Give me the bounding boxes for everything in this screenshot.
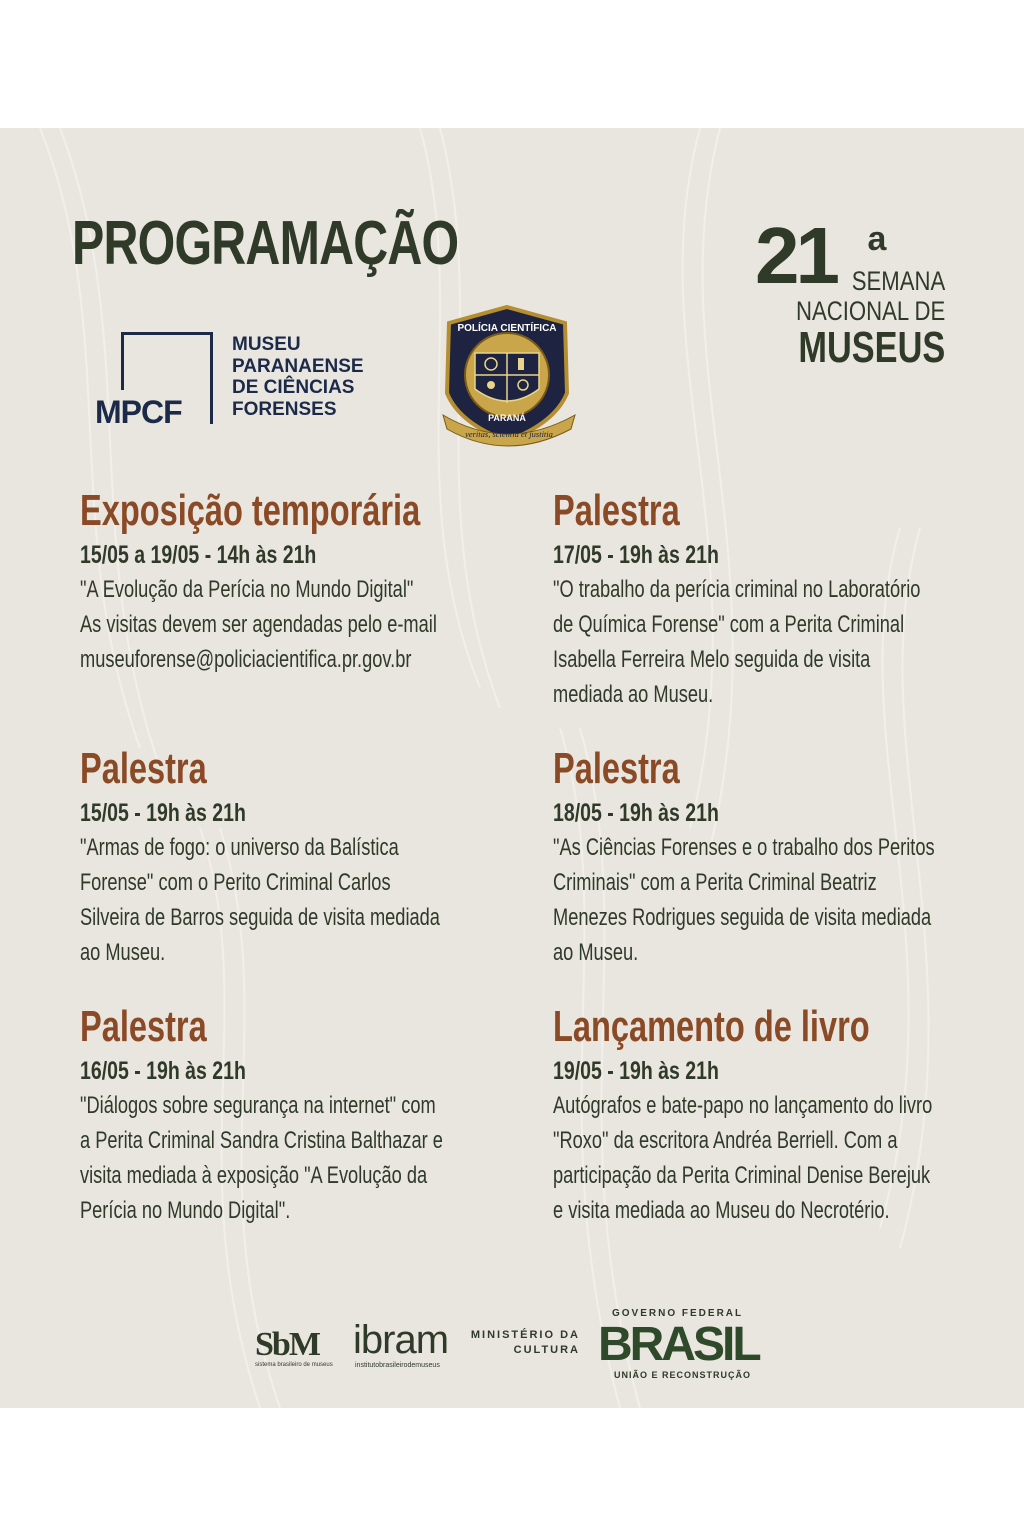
event-description-line: visita mediada à exposição "A Evolução da [80,1162,428,1189]
event-date: 18/05 - 19h às 21h [553,799,719,827]
event-description-line: "O trabalho da perícia criminal no Laboratório [553,576,921,603]
event-description-line: Forense" com o Perito Criminal Carlos [80,869,391,896]
event-description-line: Autógrafos e bate-papo no lançamento do livro [553,1092,933,1119]
event-card [553,486,973,712]
mpcf-name-line: PARANAENSE [232,355,364,377]
ministerio-cultura-logo [468,1328,580,1358]
event-title: Palestra [553,486,680,535]
event-title: Exposição temporária [80,486,421,535]
mpcf-name-line: DE CIÊNCIAS [232,377,355,398]
event-description-line: Criminais" com a Perita Criminal Beatriz [553,869,877,896]
event-description-line: Silveira de Barros seguida de visita mediada [80,904,440,931]
event-description [553,572,973,712]
governo-federal-label: GOVERNO FEDERAL [612,1308,744,1319]
event-description [553,830,973,970]
mpcf-logo-frame-left [121,332,124,390]
event-description-line: "Roxo" da escritora Andréa Berriell. Com a [553,1127,898,1154]
policia-cientifica-badge [435,303,580,453]
event-description [553,1088,973,1228]
event-card [80,486,500,677]
sbm-subtitle: sistema brasileiro de museus [255,1362,333,1368]
event-description-line: ao Museu. [80,939,166,966]
snm-edition: 21 [755,211,836,300]
uniao-reconstrucao-label: UNIÃO E RECONSTRUÇÃO [614,1370,752,1380]
event-card [553,1002,973,1228]
event-description-line: "Diálogos sobre segurança na internet" com [80,1092,436,1119]
page-title: PROGRAMAÇÃO [72,209,459,278]
snm-line3: MUSEUS [798,323,945,372]
event-description [80,830,500,970]
ibram-subtitle: institutobrasileirodemuseus [355,1362,440,1369]
mpcf-logo [95,328,395,438]
event-date: 15/05 a 19/05 - 14h às 21h [80,541,317,569]
event-card [80,744,500,970]
event-description-line: Perícia no Mundo Digital". [80,1197,291,1224]
event-date: 17/05 - 19h às 21h [553,541,719,569]
event-date: 19/05 - 19h às 21h [553,1057,719,1085]
event-title: Palestra [80,1002,207,1051]
event-date: 15/05 - 19h às 21h [80,799,246,827]
event-description-line: mediada ao Museu. [553,681,714,708]
snm-ordinal-a [855,222,899,254]
event-description-line: Menezes Rodrigues seguida de visita mediada [553,904,932,931]
poster [0,128,1024,1408]
event-title: Palestra [553,744,680,793]
event-description-line: "A Evolução da Perícia no Mundo Digital" [80,576,414,603]
brasil-logo: BRASIL [598,1318,759,1371]
event-description-line: de Química Forense" com a Perita Criminal [553,611,905,638]
snm-line1: SEMANA [851,266,945,296]
snm-edition-suffix: a [867,222,887,254]
mpcf-name-line: MUSEU [232,334,301,355]
badge-top-text: POLÍCIA CIENTÍFICA [457,323,557,334]
mpcf-name-line: FORENSES [232,398,337,420]
mpcf-name [232,334,402,420]
event-title: Palestra [80,744,207,793]
sbm-logo: SbM [255,1326,319,1363]
badge-state: PARANÁ [488,413,526,423]
semana-nacional-museus-logo [755,211,955,372]
event-description-line: "Armas de fogo: o universo da Balística [80,834,399,861]
event-description [80,572,500,677]
event-description-line: "As Ciências Forenses e o trabalho dos Peritos [553,834,935,861]
event-card [80,1002,500,1228]
event-date: 16/05 - 19h às 21h [80,1057,246,1085]
event-title: Lançamento de livro [553,1002,870,1051]
event-description-line: Isabella Ferreira Melo seguida de visita [553,646,871,673]
event-description-line: e visita mediada ao Museu do Necrotério. [553,1197,890,1224]
event-card [553,744,973,970]
ministerio-line1: MINISTÉRIO DA [470,1329,580,1341]
snm-line2: NACIONAL DE [795,296,945,326]
sponsor-footer [0,1300,1024,1400]
ibram-logo: ibram [353,1318,449,1362]
event-description-line: a Perita Criminal Sandra Cristina Balthazar e [80,1127,443,1154]
mpcf-logo-frame-bottom [210,388,213,424]
badge-motto: veritas, scientia et justitia [465,429,553,439]
event-description-line: As visitas devem ser agendadas pelo e-mail [80,611,437,638]
event-description [80,1088,500,1228]
event-description-line: ao Museu. [553,939,639,966]
snm-text [757,266,945,370]
event-description-line: participação da Perita Criminal Denise Berejuk [553,1162,931,1189]
mpcf-abbr: MPCF [95,394,182,430]
event-description-line: museuforense@policiacientifica.pr.gov.br [80,646,412,673]
ministerio-line2: CULTURA [513,1344,580,1356]
